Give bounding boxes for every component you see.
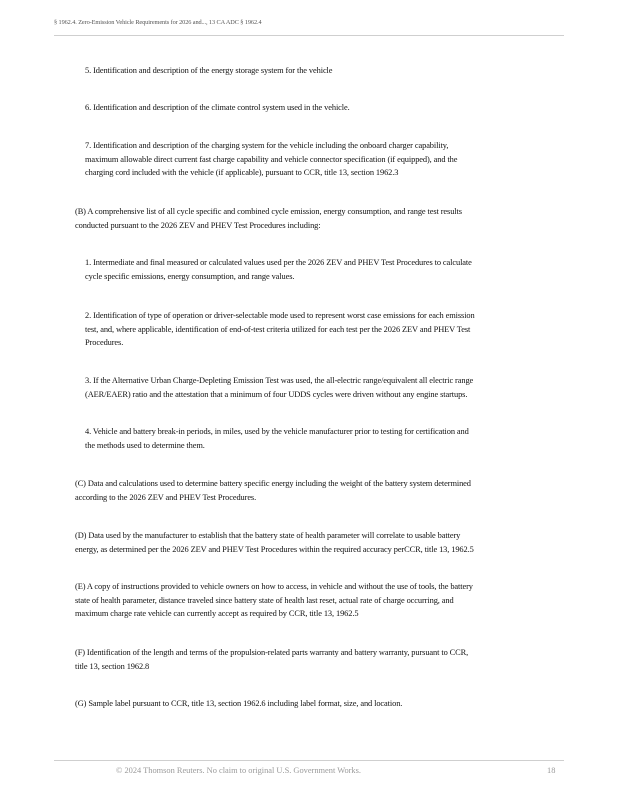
paragraph-item-b-3: [85, 374, 473, 401]
text-line: energy, as determined per the 2026 ZEV and PHEV Test Procedures within the required accuracy perCCR, title 13, 1962.5: [75, 544, 474, 554]
text-line: state of health parameter, distance traveled since battery state of health last reset, actual rate of charge occurring, and: [75, 595, 454, 605]
text-line: 7. Identification and description of the charging system for the vehicle including the onboard charger capability,: [85, 141, 449, 150]
text-line: 3. If the Alternative Urban Charge-Depleting Emission Test was used, the all-electric range/equivalent all electric range: [85, 376, 474, 385]
text-line: (G) Sample label pursuant to CCR, title 13, section 1962.6 including label format, size, and location.: [75, 699, 403, 708]
paragraph-item-b-1: [85, 256, 472, 283]
text-line: 5. Identification and description of the energy storage system for the vehicle: [85, 66, 333, 75]
text-line: (C) Data and calculations used to determine battery specific energy including the weight of the battery system determined: [75, 479, 471, 488]
text-line: (F) Identification of the length and terms of the propulsion-related parts warranty and battery warranty, pursuant to CCR,: [75, 648, 469, 657]
text-line: (B) A comprehensive list of all cycle specific and combined cycle emission, energy consumption, and range test results: [75, 207, 462, 216]
text-line: 2. Identification of type of operation or driver-selectable mode used to represent worst case emissions for each emission: [85, 311, 475, 320]
running-header: § 1962.4. Zero-Emission Vehicle Requirements for 2026 and..., 13 CA ADC § 1962.4: [54, 19, 262, 26]
text-line: test, and, where applicable, identification of end-of-test criteria utilized for each test per the 2026 ZEV and PHEV Test: [85, 324, 471, 334]
text-line: 1. Intermediate and final measured or calculated values used per the 2026 ZEV and PHEV Test Procedures to calculate: [85, 258, 472, 267]
text-line: title 13, section 1962.8: [75, 661, 150, 671]
paragraph-item-g: [75, 697, 402, 711]
footer-divider: [54, 760, 564, 761]
text-line: 4. Vehicle and battery break-in periods, in miles, used by the vehicle manufacturer prior to testing for certification and: [85, 427, 469, 436]
paragraph-item-d: [75, 529, 474, 556]
header-divider: [54, 35, 564, 36]
text-line: maximum charge rate vehicle can currently accept as required by CCR, title 13, 1962.5: [75, 609, 359, 619]
text-line: 6. Identification and description of the climate control system used in the vehicle.: [85, 103, 350, 112]
text-line: (AER/EAER) ratio and the attestation that a minimum of four UDDS cycles were driven without any engine startups.: [85, 389, 468, 399]
paragraph-item-e: [75, 580, 473, 621]
text-line: conducted pursuant to the 2026 ZEV and PHEV Test Procedures including:: [75, 220, 321, 230]
text-line: charging cord included with the vehicle (if applicable), pursuant to CCR, title 13, section 1962.3: [85, 168, 399, 178]
text-line: cycle specific emissions, energy consumption, and range values.: [85, 271, 295, 281]
text-line: according to the 2026 ZEV and PHEV Test Procedures.: [75, 492, 257, 502]
paragraph-item-b: [75, 205, 462, 232]
paragraph-item-6: [85, 101, 350, 115]
paragraph-item-7: [85, 139, 457, 180]
text-line: (E) A copy of instructions provided to vehicle owners on how to access, in vehicle and without the use of tools, the battery: [75, 582, 473, 591]
paragraph-item-b-2: [85, 309, 475, 350]
text-line: the methods used to determine them.: [85, 440, 205, 450]
paragraph-item-5: [85, 64, 332, 78]
text-line: Procedures.: [85, 338, 124, 348]
text-line: maximum allowable direct current fast charge capability and vehicle connector specification (if equipped), and the: [85, 154, 458, 164]
paragraph-item-b-4: [85, 425, 469, 452]
paragraph-item-c: [75, 477, 471, 504]
page-number: 18: [547, 766, 556, 775]
text-line: (D) Data used by the manufacturer to establish that the battery state of health parameter will correlate to usable battery: [75, 531, 461, 540]
paragraph-item-f: [75, 646, 468, 673]
copyright-notice: © 2024 Thomson Reuters. No claim to original U.S. Government Works.: [116, 766, 361, 775]
